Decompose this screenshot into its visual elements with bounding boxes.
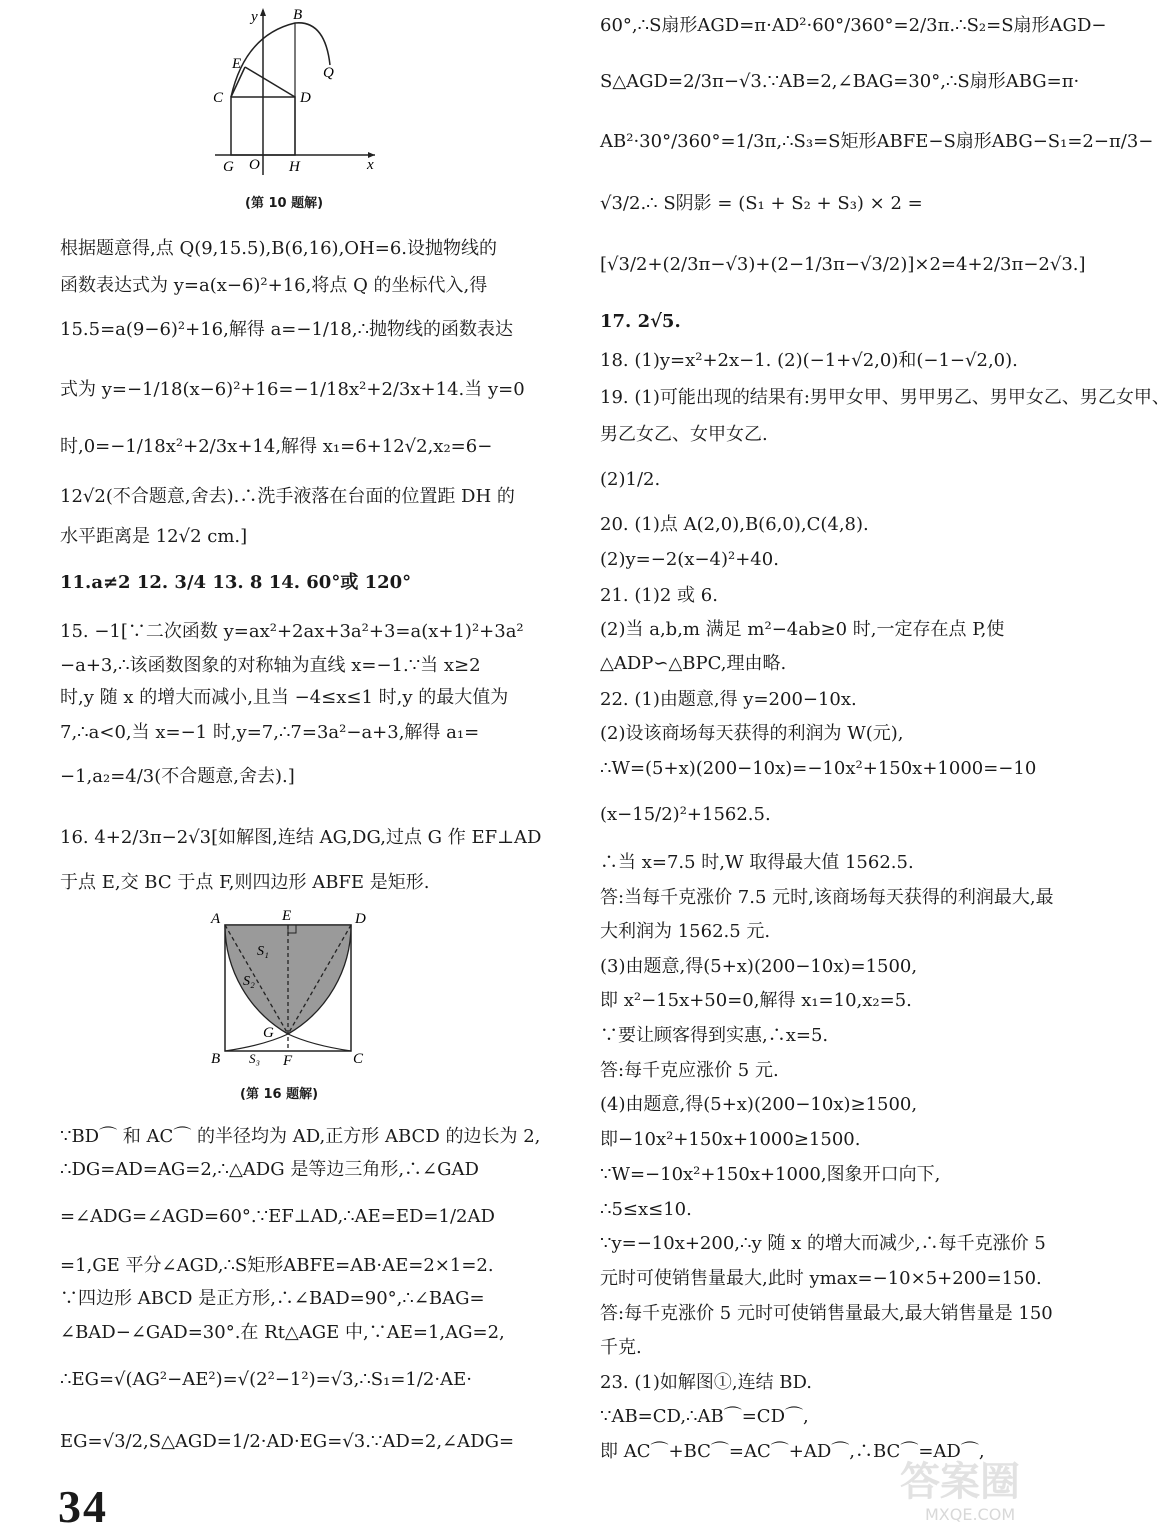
- text-line: −1,a₂=4/3(不合题意,舍去).]: [60, 766, 295, 787]
- watermark-url: MXQE.COM: [925, 1505, 1016, 1524]
- answers-11-14: 11.a≠2 12. 3/4 13. 8 14. 60°或 120°: [60, 572, 412, 593]
- text-line: (2)y=−2(x−4)²+40.: [600, 549, 779, 570]
- text-line: (3)由题意,得(5+x)(200−10x)=1500,: [600, 956, 918, 977]
- text-line: ∵四边形 ABCD 是正方形,∴∠BAD=90°,∴∠BAG=: [60, 1288, 485, 1309]
- fig16-label-S1: S₁: [257, 944, 269, 959]
- figure-q16: [205, 905, 370, 1070]
- text-line: 式为 y=−1/18(x−6)²+16=−1/18x²+2/3x+14.当 y=0: [60, 379, 525, 400]
- text-line: 即 x²−15x+50=0,解得 x₁=10,x₂=5.: [600, 990, 912, 1011]
- fig16-caption: (第 16 题解): [240, 1087, 319, 1102]
- text-line: 答:每千克涨价 5 元时可使销售量最大,最大销售量是 150: [600, 1303, 1053, 1324]
- fig16-label-S3: S₃: [249, 1051, 261, 1066]
- answer-19: 19. (1)可能出现的结果有:男甲女甲、男甲男乙、男甲女乙、男乙女甲、: [600, 387, 1170, 408]
- answer-18: 18. (1)y=x²+2x−1. (2)(−1+√2,0)和(−1−√2,0).: [600, 350, 1018, 371]
- answer-17: 17. 2√5.: [600, 311, 681, 332]
- text-line: ∴当 x=7.5 时,W 取得最大值 1562.5.: [600, 852, 914, 873]
- page-number: 34: [58, 1481, 108, 1532]
- text-line: 千克.: [600, 1337, 642, 1358]
- text-line: 水平距离是 12√2 cm.]: [60, 526, 248, 547]
- text-line: (x−15/2)²+1562.5.: [600, 804, 771, 825]
- text-line: S△AGD=2/3π−√3.∵AB=2,∠BAG=30°,∴S扇形ABG=π·: [600, 71, 1080, 92]
- text-line: 时,y 随 x 的增大而减小,且当 −4≤x≤1 时,y 的最大值为: [60, 687, 509, 708]
- fig10-label-y: y: [251, 9, 258, 25]
- answer-20: 20. (1)点 A(2,0),B(6,0),C(4,8).: [600, 514, 869, 535]
- text-line: 即−10x²+150x+1000≥1500.: [600, 1129, 861, 1150]
- text-line: 16. 4+2/3π−2√3[如解图,连结 AG,DG,过点 G 作 EF⊥AD: [60, 827, 542, 848]
- fig16-label-F: F: [283, 1053, 293, 1069]
- fig10-caption: (第 10 题解): [245, 196, 324, 211]
- text-line: ∵BD⌒ 和 AC⌒ 的半径均为 AD,正方形 ABCD 的边长为 2,: [60, 1126, 541, 1147]
- text-line: 函数表达式为 y=a(x−6)²+16,将点 Q 的坐标代入,得: [60, 275, 488, 296]
- figure-q10: [205, 5, 385, 180]
- text-line: 于点 E,交 BC 于点 F,则四边形 ABFE 是矩形.: [60, 872, 430, 893]
- text-line: 12√2(不合题意,舍去).∴洗手液落在台面的位置距 DH 的: [60, 486, 515, 507]
- text-line: EG=√3/2,S△AGD=1/2·AD·EG=√3.∵AD=2,∠ADG=: [60, 1431, 515, 1452]
- text-line: 15. −1[∵二次函数 y=ax²+2ax+3a²+3=a(x+1)²+3a²: [60, 621, 524, 642]
- text-line: 即 AC⌒+BC⌒=AC⌒+AD⌒,∴BC⌒=AD⌒,: [600, 1441, 985, 1462]
- text-line: ∵AB=CD,∴AB⌒=CD⌒,: [600, 1406, 809, 1427]
- text-line: ∵W=−10x²+150x+1000,图象开口向下,: [600, 1164, 941, 1185]
- watermark-text: 答案圈: [900, 1459, 1020, 1505]
- fig16-label-D: D: [355, 911, 366, 927]
- fig16-label-S2: S₂: [243, 974, 255, 989]
- text-line: −a+3,∴该函数图象的对称轴为直线 x=−1.∵当 x≥2: [60, 655, 481, 676]
- text-line: ∵要让顾客得到实惠,∴x=5.: [600, 1025, 829, 1046]
- text-line: △ADP∽△BPC,理由略.: [600, 653, 787, 674]
- text-line: ∴5≤x≤10.: [600, 1199, 692, 1220]
- text-line: 15.5=a(9−6)²+16,解得 a=−1/18,∴抛物线的函数表达: [60, 319, 514, 340]
- text-line: AB²·30°/360°=1/3π,∴S₃=S矩形ABFE−S扇形ABG−S₁=2−π/3−: [600, 131, 1154, 152]
- fig16-label-E: E: [282, 908, 292, 924]
- text-line: 答:当每千克涨价 7.5 元时,该商场每天获得的利润最大,最: [600, 887, 1054, 908]
- text-line: 元时可使销售量最大,此时 ymax=−10×5+200=150.: [600, 1268, 1042, 1289]
- answer-21: 21. (1)2 或 6.: [600, 585, 718, 606]
- text-line: (2)1/2.: [600, 469, 661, 490]
- fig10-label-x: x: [367, 157, 374, 173]
- text-line: 答:每千克应涨价 5 元.: [600, 1060, 779, 1081]
- fig10-label-H: H: [289, 159, 300, 175]
- text-line: 大利润为 1562.5 元.: [600, 921, 771, 942]
- text-line: 60°,∴S扇形AGD=π·AD²·60°/360°=2/3π.∴S₂=S扇形AGD−: [600, 15, 1107, 36]
- answer-22: 22. (1)由题意,得 y=200−10x.: [600, 689, 857, 710]
- text-line: (2)当 a,b,m 满足 m²−4ab≥0 时,一定存在点 P,使: [600, 619, 1005, 640]
- text-line: ∴DG=AD=AG=2,∴△ADG 是等边三角形,∴∠GAD: [60, 1159, 479, 1180]
- fig16-label-A: A: [211, 911, 221, 927]
- fig16-label-C: C: [353, 1051, 364, 1067]
- answer-23: 23. (1)如解图①,连结 BD.: [600, 1372, 813, 1393]
- text-line: =∠ADG=∠AGD=60°.∵EF⊥AD,∴AE=ED=1/2AD: [60, 1206, 495, 1227]
- fig16-label-G: G: [263, 1025, 274, 1041]
- fig10-label-G: G: [223, 159, 234, 175]
- fig10-label-C: C: [213, 90, 224, 106]
- fig10-label-E: E: [232, 56, 242, 72]
- text-line: ∴EG=√(AG²−AE²)=√(2²−1²)=√3,∴S₁=1/2·AE·: [60, 1369, 472, 1390]
- text-line: 根据题意得,点 Q(9,15.5),B(6,16),OH=6.设抛物线的: [60, 238, 497, 259]
- text-line: (2)设该商场每天获得的利润为 W(元),: [600, 723, 904, 744]
- text-line: ∵y=−10x+200,∴y 随 x 的增大而减少,∴每千克涨价 5: [600, 1233, 1046, 1254]
- text-line: √3/2.∴ S阴影 = (S₁ + S₂ + S₃) × 2 =: [600, 193, 923, 214]
- text-line: (4)由题意,得(5+x)(200−10x)≥1500,: [600, 1094, 918, 1115]
- text-line: [√3/2+(2/3π−√3)+(2−1/3π−√3/2)]×2=4+2/3π−2√3.]: [600, 254, 1086, 275]
- fig10-label-Q: Q: [323, 65, 334, 81]
- text-line: 男乙女乙、女甲女乙.: [600, 424, 768, 445]
- text-line: ∠BAD−∠GAD=30°.在 Rt△AGE 中,∵AE=1,AG=2,: [60, 1322, 505, 1343]
- fig10-label-D: D: [300, 90, 311, 106]
- fig10-label-O: O: [249, 157, 260, 173]
- text-line: =1,GE 平分∠AGD,∴S矩形ABFE=AB·AE=2×1=2.: [60, 1255, 494, 1276]
- text-line: ∴W=(5+x)(200−10x)=−10x²+150x+1000=−10: [600, 758, 1037, 779]
- watermark-logo: [900, 1450, 1080, 1530]
- text-line: 7,∴a<0,当 x=−1 时,y=7,∴7=3a²−a+3,解得 a₁=: [60, 722, 480, 743]
- fig10-label-B: B: [293, 7, 303, 23]
- text-line: 时,0=−1/18x²+2/3x+14,解得 x₁=6+12√2,x₂=6−: [60, 436, 493, 457]
- fig16-label-B: B: [211, 1051, 221, 1067]
